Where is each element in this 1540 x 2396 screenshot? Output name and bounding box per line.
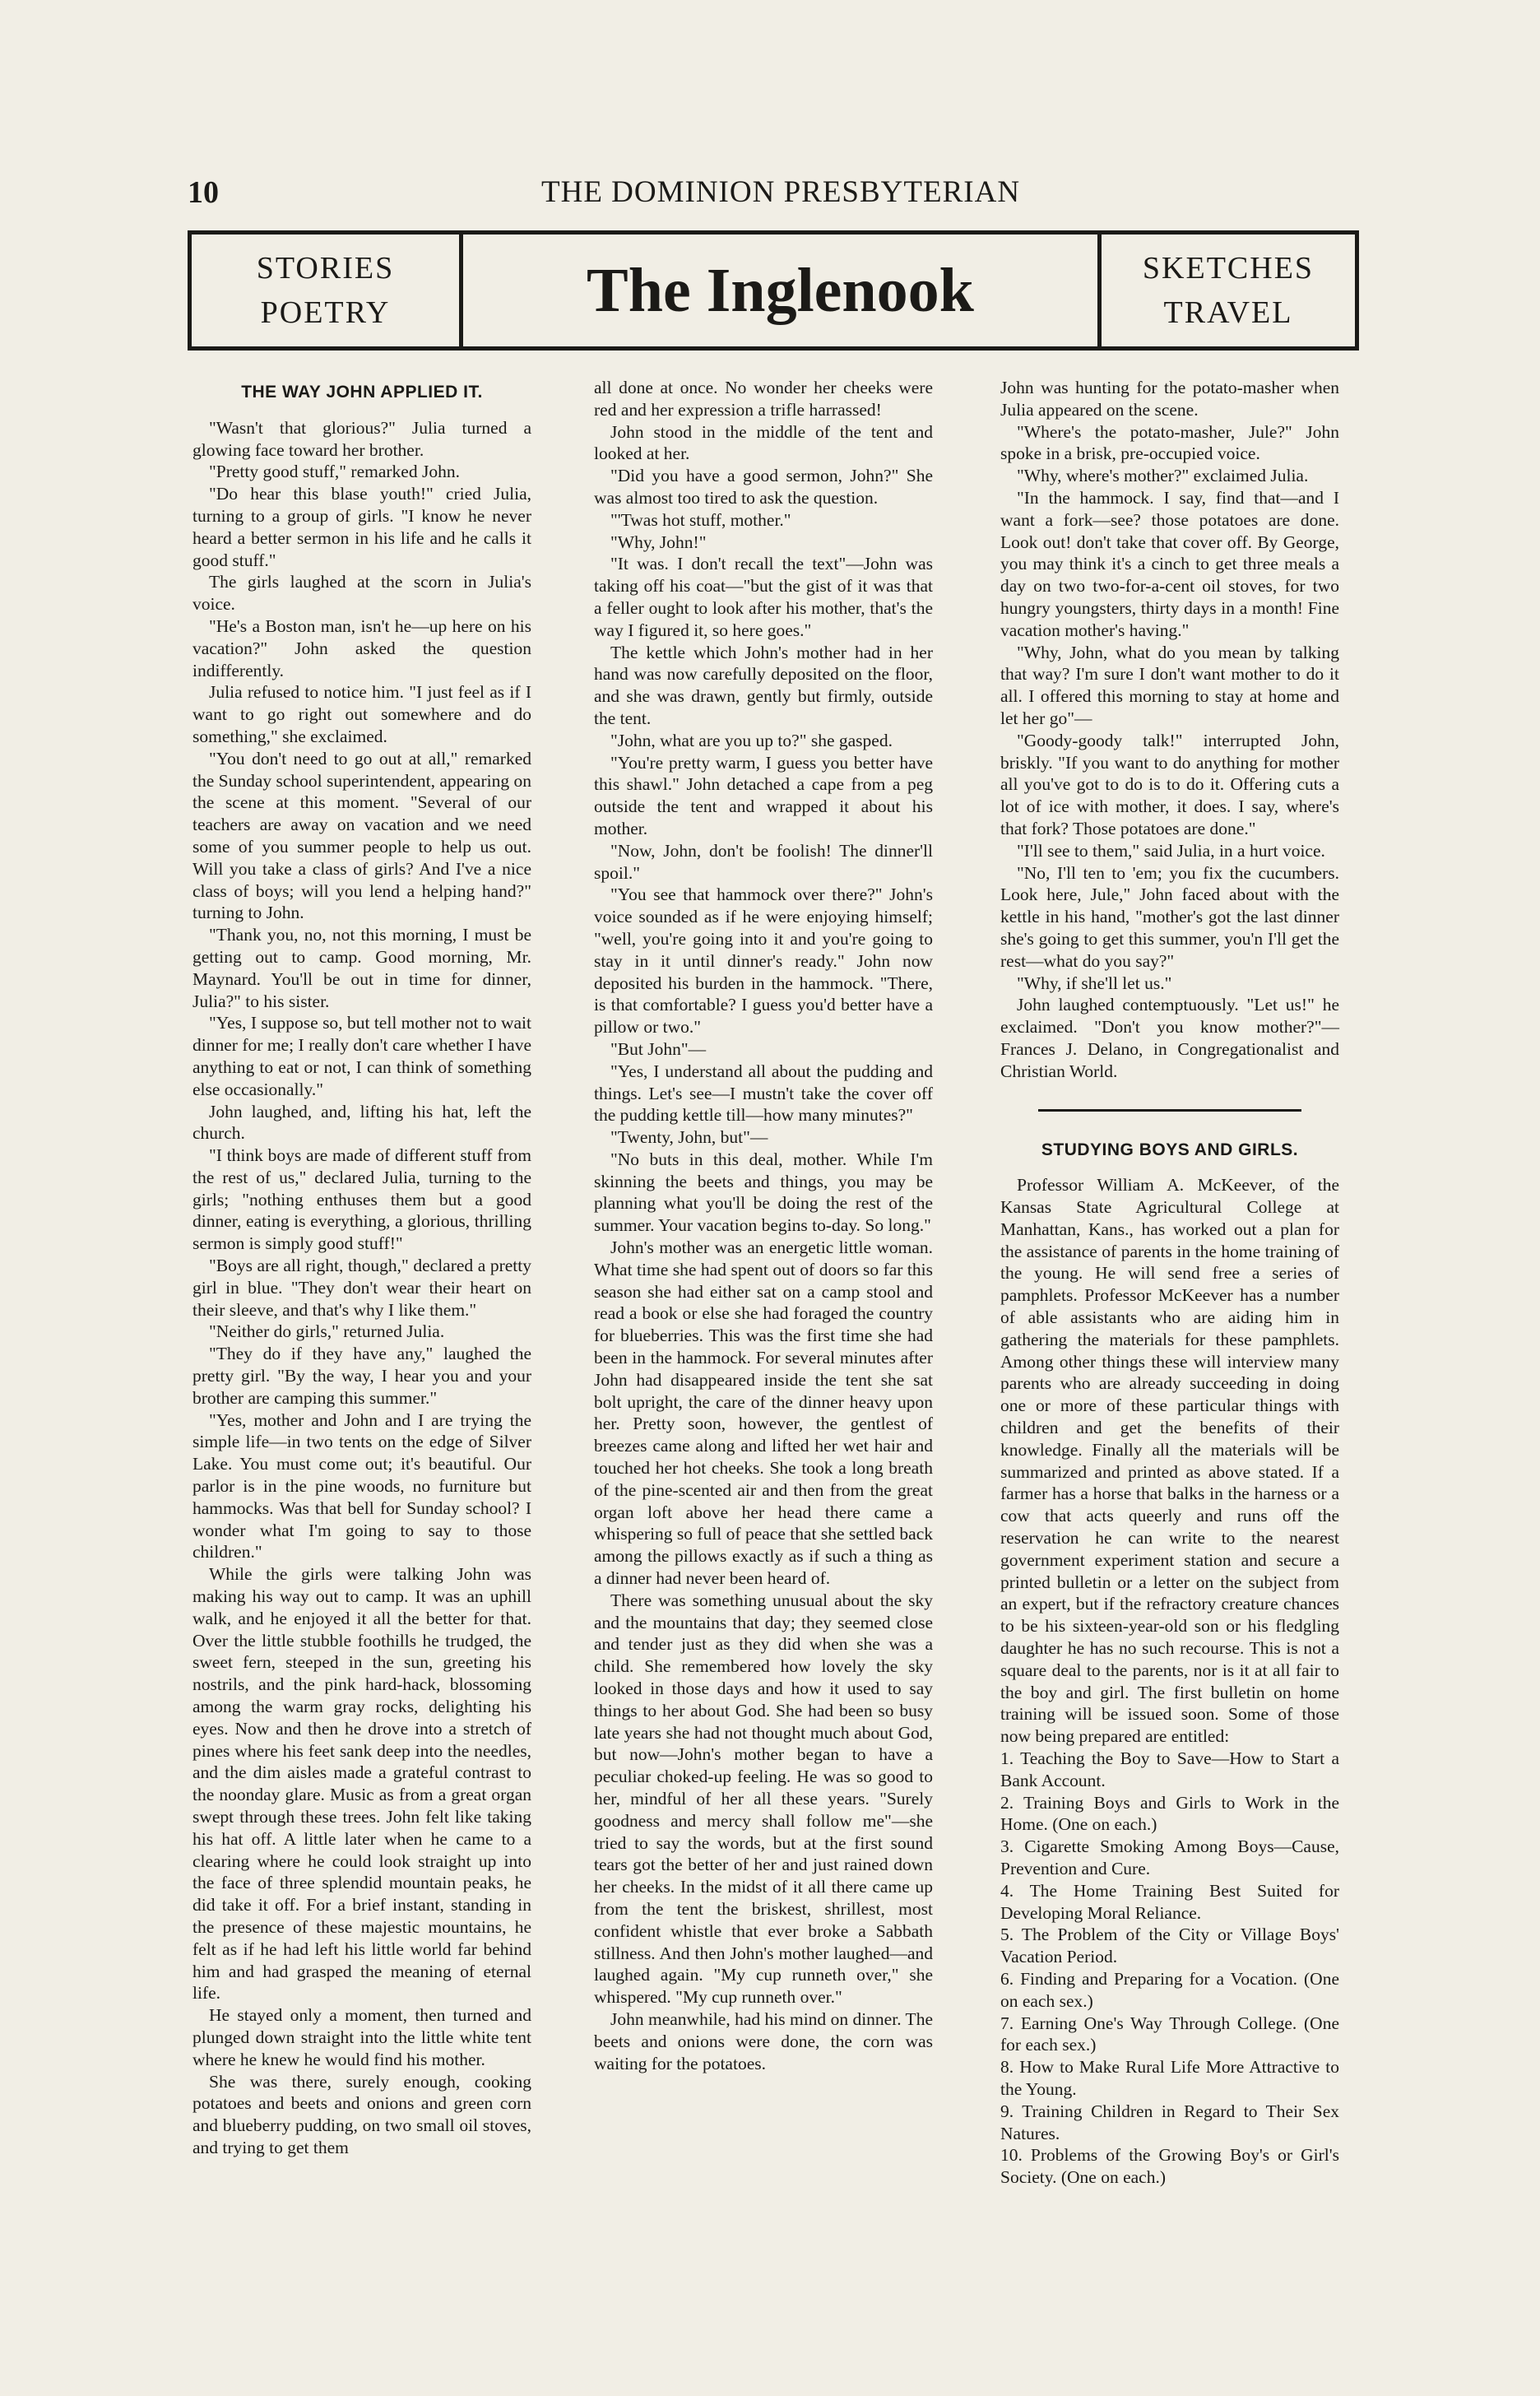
article-paragraph: While the girls were talking John was making his way out to camp. It was an uphill walk, and he enjoyed it all the better for that. Over the little stubble foothills he trudged, the sweet fern, steeped in the sun, greeting his nostrils, and the pink hard-hack, blossoming among the warm gray rocks, delighting his eyes. Now and then he drove into a stretch of pines where his feet sank deep into the needles, and the dim aisles made a grateful contrast to the noonday glare. Music as from a great organ swept through these trees. John felt like taking his hat off. A little later when he came to a clearing where he could look straight up into the face of three splendid mountain peaks, he did take it off. For a brief instant, standing in the presence of these majestic mountains, he felt as if he had left his little world far behind him and had grasped the meaning of eternal life. (192, 1564, 531, 2004)
banner-right-line2: TRAVEL (1163, 295, 1293, 330)
column-2-body (594, 377, 933, 2074)
article-paragraph: "Yes, I suppose so, but tell mother not to wait dinner for me; I really don't care whether I have anything to eat or not, I can think of something else occasionally." (192, 1013, 531, 1099)
article-paragraph: "Goody-goody talk!" interrupted John, briskly. "If you want to do anything for mother all you've got to do is to do it. Offering cuts a lot of ice with mother, it does. I say, where's that fork? Those potatoes are done." (1000, 730, 1339, 838)
article-paragraph: "I think boys are made of different stuff from the rest of us," declared Julia, turning to the girls; "nothing enthuses them but a good dinner, eating is everything, a glorious, thrilling sermon is simply good stuff!" (192, 1145, 531, 1254)
column-1-body (192, 417, 531, 2159)
article-paragraph: "'Twas hot stuff, mother." (610, 509, 791, 530)
article-paragraph: John meanwhile, had his mind on dinner. The beets and onions were done, the corn was waiting for the potatoes. (594, 2008, 933, 2073)
list-item: 7. Earning One's Way Through College. (One for each sex.) (1000, 2013, 1339, 2055)
pamphlet-list (1000, 1748, 1339, 2189)
list-item: 6. Finding and Preparing for a Vocation. (One on each sex.) (1000, 1968, 1339, 2011)
article-paragraph: "You see that hammock over there?" John's voice sounded as if he were enjoying himself; "well, you're going into it and you're going to stay in it until dinner's ready." John now deposited his burden in the hammock. "There, is that comfortable? I guess you'd better have a pillow or two." (594, 885, 933, 1038)
article-paragraph: "Wasn't that glorious?" Julia turned a glowing face toward her brother. (192, 417, 531, 460)
page-number: 10 (188, 175, 219, 210)
list-item: 1. Teaching the Boy to Save—How to Start a Bank Account. (1000, 1748, 1339, 1790)
article-paragraph: John's mother was an energetic little woman. What time she had spent out of doors so far this season she had either sat on a camp stool and read a book or else she had foraged the country for blueberries. This was the first time she had been in the hammock. For several minutes after John had disappeared inside the tent she sat bolt upright, the care of the dinner heavy upon her. Pretty soon, however, the gentlest of breezes came along and lifted her wet hair and touched her hot cheeks. She took a long breath of the pine-scented air and then from the great organ loft above her head there came a whispering so full of peace that she settled back among the pillows exactly as if such a thing as a dinner had never been heard of. (594, 1237, 933, 1589)
banner-left-box (192, 234, 463, 346)
article-paragraph: She was there, surely enough, cooking potatoes and beets and onions and green corn and blueberry pudding, on two small oil stoves, and trying to get them (192, 2071, 531, 2157)
banner-right-box (1097, 234, 1355, 346)
running-header (188, 174, 1364, 214)
article-paragraph: "Do hear this blase youth!" cried Julia, turning to a group of girls. "I know he never heard a better sermon in his life and he calls it good stuff." (192, 484, 531, 570)
column-2 (594, 377, 933, 2074)
article-paragraph: "Yes, mother and John and I are trying the simple life—in two tents on the edge of Silver Lake. You must come out; it's beautiful. Our parlor is in the pine woods, no furniture but hammocks. Was that bell for Sunday school? I wonder what I'm going to say to those children." (192, 1409, 531, 1563)
article-paragraph: John laughed, and, lifting his hat, left the church. (192, 1101, 531, 1144)
article-paragraph: He stayed only a moment, then turned and plunged down straight into the little white tent where he knew he would find his mother. (192, 2005, 531, 2069)
article-paragraph: Julia refused to notice him. "I just feel as if I want to go right out somewhere and do something," she exclaimed. (192, 682, 531, 746)
article-paragraph: "Thank you, no, not this morning, I must be getting out to camp. Good morning, Mr. Maynard. You'll be out in time for dinner, Julia?" to his sister. (192, 925, 531, 1011)
article-paragraph: The kettle which John's mother had in her hand was now carefully deposited on the floor, and she was drawn, gently but firmly, outside the tent. (594, 642, 933, 728)
list-item: 8. How to Make Rural Life More Attractive to the Young. (1000, 2057, 1339, 2099)
list-item: 3. Cigarette Smoking Among Boys—Cause, Prevention and Cure. (1000, 1836, 1339, 1878)
article-paragraph: "He's a Boston man, isn't he—up here on his vacation?" John asked the question indifferently. (192, 615, 531, 680)
list-item: 9. Training Children in Regard to Their Sex Natures. (1000, 2101, 1339, 2143)
column-3 (1000, 377, 1339, 2189)
article-paragraph: "They do if they have any," laughed the pretty girl. "By the way, I hear you and your brother are camping this summer." (192, 1344, 531, 1408)
column-1 (192, 377, 531, 2159)
banner-right-line1: SKETCHES (1142, 251, 1315, 286)
article-divider (1038, 1109, 1301, 1112)
article-paragraph: "Why, John!" (610, 532, 707, 552)
article-paragraph: "But John"— (610, 1038, 707, 1059)
article-paragraph: "Where's the potato-masher, Jule?" John spoke in a brisk, pre-occupied voice. (1000, 421, 1339, 464)
article-paragraph: all done at once. No wonder her cheeks were red and her expression a trifle harrassed! (594, 378, 933, 420)
article-paragraph: "Pretty good stuff," remarked John. (209, 462, 460, 482)
article-paragraph: "Why, John, what do you mean by talking that way? I'm sure I don't want mother to do it all. I offered this morning to stay at home and let her go"— (1000, 642, 1339, 728)
article-paragraph: "Twenty, John, but"— (610, 1127, 768, 1148)
article-paragraph: "Boys are all right, though," declared a pretty girl in blue. "They don't wear their heart on their sleeve, and that's why I like them." (192, 1256, 531, 1320)
article-paragraph: "Yes, I understand all about the pudding and things. Let's see—I mustn't take the cover off the pudding kettle till—how many minutes?" (594, 1061, 933, 1126)
section-title: The Inglenook (587, 255, 974, 325)
article-paragraph: "I'll see to them," said Julia, in a hurt voice. (1017, 840, 1325, 861)
list-item: 5. The Problem of the City or Village Boys' Vacation Period. (1000, 1925, 1339, 1967)
article-title-john: THE WAY JOHN APPLIED IT. (241, 383, 483, 402)
article-paragraph: "Why, where's mother?" exclaimed Julia. (1017, 466, 1309, 486)
article-paragraph: "You're pretty warm, I guess you better have this shawl." John detached a cape from a peg outside the tent and wrapped it about his mother. (594, 752, 933, 838)
article-paragraph: "Neither do girls," returned Julia. (209, 1321, 445, 1342)
banner-left-line1: STORIES (256, 251, 395, 286)
article-paragraph: "John, what are you up to?" she gasped. (610, 730, 893, 750)
article-paragraph: "Now, John, don't be foolish! The dinner'll spoil." (594, 840, 933, 883)
article-paragraph: Professor William A. McKeever, of the Kansas State Agricultural College at Manhattan, Kans., has worked out a plan for the assistance of parents in the home training of the young. He will send free a series of pamphlets. Professor McKeever has a number of able assistants who are aiding him in gathering the materials for these pamphlets. Among other things these will interview many parents who are already succeeding in doing one or more of these particular things with children and get the benefits of their knowledge. Finally all the materials will be summarized and printed as above stated. If a farmer has a horse that balks in the harness or a cow that acts queerly and runs off the reservation he can write to the nearest government experiment station and secure a printed bulletin or a letter on the subject from an expert, but if the refractory creature chances to be his sixteen-year-old son or his fledgling daughter he has no such recourse. This is not a square deal to the parents, nor is it at all fair to the boy and girl. The first bulletin on home training will be issued soon. Some of those now being prepared are entitled: (1000, 1175, 1339, 1747)
article-paragraph: "Why, if she'll let us." (1017, 973, 1172, 993)
list-item: 4. The Home Training Best Suited for Developing Moral Reliance. (1000, 1880, 1339, 1923)
section-banner (188, 230, 1359, 351)
article-paragraph: John was hunting for the potato-masher when Julia appeared on the scene. (1000, 378, 1339, 420)
banner-left-line2: POETRY (260, 295, 391, 330)
newspaper-name: THE DOMINION PRESBYTERIAN (541, 175, 1021, 209)
article-paragraph: The girls laughed at the scorn in Julia's voice. (192, 572, 531, 615)
column-3-body (1000, 377, 1339, 1083)
article-paragraph: There was something unusual about the sky and the mountains that day; they seemed close and tender just as they did when she was a child. She remembered how lovely the sky looked in those days and how it used to say things to her about God. She had been so busy late years she had not thought much about God, but now—John's mother began to have a peculiar choked-up feeling. He was so good to her, mindful of her all these years. "Surely goodness and mercy shall follow me"—she tried to say the words, but at the first sound tears got the better of her and just rained down her cheeks. In the midst of it all there came up from the tent the briskest, shrillest, most confident whistle that ever broke a Sabbath stillness. And then John's mother laughed—and laughed again. "My cup runneth over," she whispered. "My cup runneth over." (594, 1590, 933, 2008)
article-paragraph: "In the hammock. I say, find that—and I want a fork—see? those potatoes are done. Look out! don't take that cover off. By George, you may think it's a cinch to get three meals a day on two two-for-a-cent oil stoves, for two hungry youngsters, thirty days in a month! Fine vacation mother's having." (1000, 487, 1339, 640)
article-paragraph: John stood in the middle of the tent and looked at her. (594, 421, 933, 464)
article-paragraph: "You don't need to go out at all," remarked the Sunday school superintendent, appearing on the scene at this moment. "Several of our teachers are away on vacation and we need some of you summer people to help us out. Will you take a class of girls? And I've a nice class of boys; will you lend a helping hand?" turning to John. (192, 748, 531, 923)
article-paragraph: "No, I'll ten to 'em; you fix the cucumbers. Look here, Jule," John faced about with the kettle in his hand, "mother's got the last dinner she's going to get this summer, you'n I'll get the rest—what do you say?" (1000, 862, 1339, 971)
list-item: 2. Training Boys and Girls to Work in the Home. (One on each.) (1000, 1792, 1339, 1835)
article-title-studying: STUDYING BOYS AND GIRLS. (1041, 1140, 1299, 1159)
article-paragraph: "Did you have a good sermon, John?" She was almost too tired to ask the question. (594, 466, 933, 508)
article-paragraph: "No buts in this deal, mother. While I'm skinning the beets and things, you may be planning what you'll be doing the rest of the summer. Your vacation begins to-day. So long." (594, 1149, 933, 1236)
article-paragraph: John laughed contemptuously. "Let us!" he exclaimed. "Don't you know mother?"—Frances J. Delano, in Congregationalist and Christian World. (1000, 995, 1339, 1081)
list-item: 10. Problems of the Growing Boy's or Girl's Society. (One on each.) (1000, 2145, 1339, 2188)
article-paragraph: "It was. I don't recall the text"—John was taking off his coat—"but the gist of it was that a feller ought to look after his mother, that's the way I figured it, so here goes." (594, 554, 933, 640)
